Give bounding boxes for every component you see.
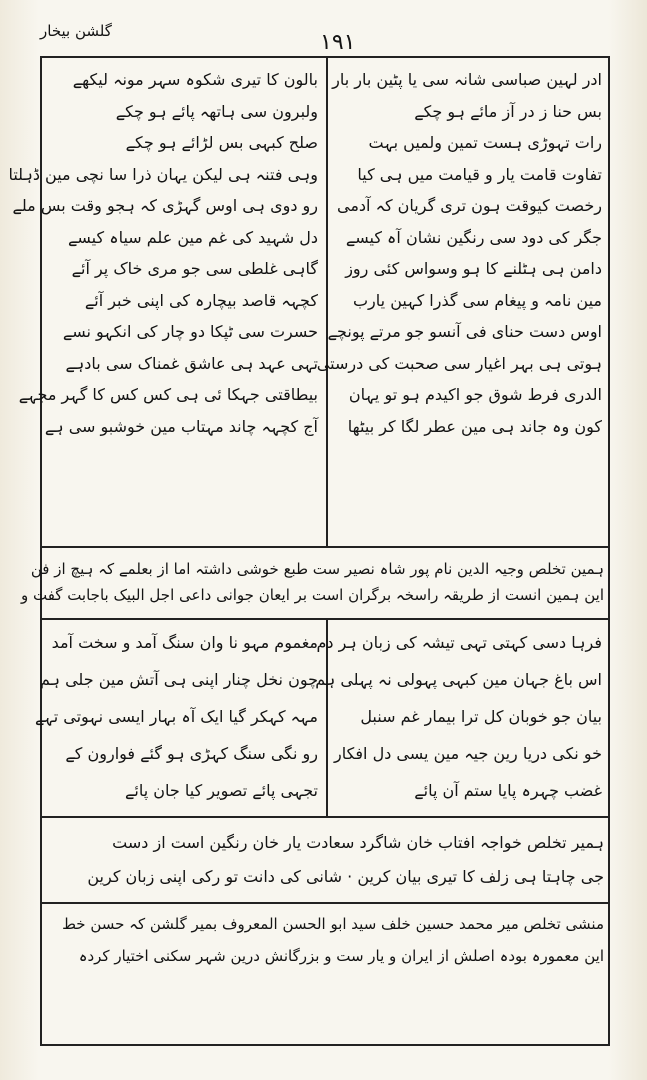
verse-line: غضب چہرہ پایا ستم آن پائے <box>414 781 602 800</box>
verse-line: اوس دست حنای فی آنسو جو مرتے پونچے <box>327 322 602 341</box>
poet-note-1 <box>20 556 604 608</box>
verse-line: جگر کی دود سی رنگین نشان آہ کیسے <box>345 227 602 247</box>
verse-line: بیان جو خوبان کل ترا بیمار غم سنبل <box>360 707 602 726</box>
note-line: این ہمین انست از طریقہ راسخہ برگران است بر ایعان جوانی داعی اجل البیک باجابت گفت و <box>20 586 604 604</box>
verse-line: ادر لہین صباسی شانہ سی یا پٹین بار بار <box>332 70 602 89</box>
verse-line: وہی فتنہ ہی لیکن یہان ذرا سا نچی مین ڈہلتا <box>8 164 318 184</box>
verse-line: کون وہ جاند ہی مین عطر لگا کر بیٹھا <box>347 416 602 436</box>
note-line: جی چاہتا ہی زلف کا تیری بیان کرین · شانی کی دانت تو رکی اپنی زبان کرین <box>87 867 604 886</box>
verse-line: اس باغ جہان مین کبہی پہولی نہ پہلی ہم <box>315 670 602 689</box>
section1-right-column <box>316 64 602 442</box>
section-rule-4 <box>40 902 610 904</box>
verse-line: رو نگی سنگ کہڑی ہو گئے فوارون کے <box>65 744 318 763</box>
verse-line: آج کچہہ چاند مہتاب مین خوشبو سی ہے <box>44 416 318 436</box>
verse-line: خو نکی دریا رین جیہ مین یسی دل افکار <box>333 744 602 763</box>
section1-left-column <box>8 64 318 442</box>
verse-line: مہہ کہکر گیا ایک آہ بہار ایسی نہوتی تہے <box>34 707 318 726</box>
verse-line: دامن ہی ہٹلنے کا ہو وسواس کئی روز <box>345 259 602 278</box>
column-divider-1 <box>326 56 328 546</box>
verse-line: فرہا دسی کہتی تہی تیشہ کی زبان ہر دم <box>316 633 602 652</box>
verse-line: تہی عہد ہی عاشق غمناک سی بادہے <box>65 353 318 373</box>
poet-note-3 <box>46 908 604 972</box>
section-rule-3 <box>40 816 610 818</box>
verse-line: صلح کبہی بس لڑائے ہو چکے <box>125 133 318 152</box>
section-rule-2 <box>40 618 610 620</box>
section2-right-column <box>315 624 602 809</box>
poet-note-2 <box>46 826 604 894</box>
running-head: گلشن بیخار <box>40 22 112 40</box>
verse-line: بالون کا تیری شکوہ سہر مونہ لیکھے <box>72 70 318 89</box>
verse-line: کچہہ قاصد بیچارہ کی اپنی خبر آئے <box>84 290 318 310</box>
verse-line: بس حنا ز در آز مائے ہو چکے <box>414 101 602 121</box>
verse-line: تفاوت قامت یار و قیامت میں ہی کیا <box>357 164 602 184</box>
verse-line: دل شہید کی غم مین علم سیاہ کیسے <box>68 227 318 247</box>
verse-line: تجہی پائے تصویر کیا جان پائے <box>125 781 318 800</box>
verse-line: رات تہوڑی ہست تمین ولمیں بہت <box>368 133 602 152</box>
note-line: ہمیر تخلص خواجہ افتاب خان شاگرد سعادت یار خان رنگین است از دست <box>112 833 604 852</box>
section-rule-1 <box>40 546 610 548</box>
verse-line: چون نخل چنار اپنی ہی آتش مین جلی ہم <box>39 670 318 689</box>
verse-line: الدری فرط شوق جو اکیدم ہو تو یہان <box>348 385 602 404</box>
verse-line: رخصت کیوقت ہون تری گریان کہ آدمی <box>337 196 602 215</box>
verse-line: ہوتی ہی بہر اغیار سی صحبت کی درستی <box>316 353 602 373</box>
verse-line: بیطاقتی جہکا ئی ہی کس کس کا گہر مجہے <box>18 385 318 404</box>
note-line: منشی تخلص میر محمد حسین خلف سید ابو الحسن المعروف بمیر گلشن کہ حسن خط <box>62 915 604 933</box>
verse-line: مغموم مہو نا وان سنگ آمد و سخت آمد <box>51 633 318 652</box>
verse-line: حسرت سی ٹپکا دو چار کی انکہو نسے <box>62 322 318 341</box>
section2-left-column <box>34 624 318 809</box>
note-line: این معمورہ بودہ اصلش از ایران و یار ست و بزرگانش درین شہر سکنی اختیار کردہ <box>78 947 604 965</box>
verse-line: مین نامہ و پیغام سی گذرا کہین یارب <box>352 290 602 310</box>
verse-line: گاہی غلطی سی جو مری خاک پر آئے <box>71 259 318 278</box>
page-number: ۱۹۱ <box>320 30 356 55</box>
verse-line: رو دوی ہی اوس گہڑی کہ ہجو وقت بس ملے <box>12 196 318 215</box>
verse-line: ولبرون سی ہاتھہ پائے ہو چکے <box>115 101 318 121</box>
note-line: ہمین تخلص وجیہ الدین نام پور شاہ نصیر ست طبع خوشی داشتہ اما از بعلمے کہ ہیچ از فن <box>30 560 604 578</box>
